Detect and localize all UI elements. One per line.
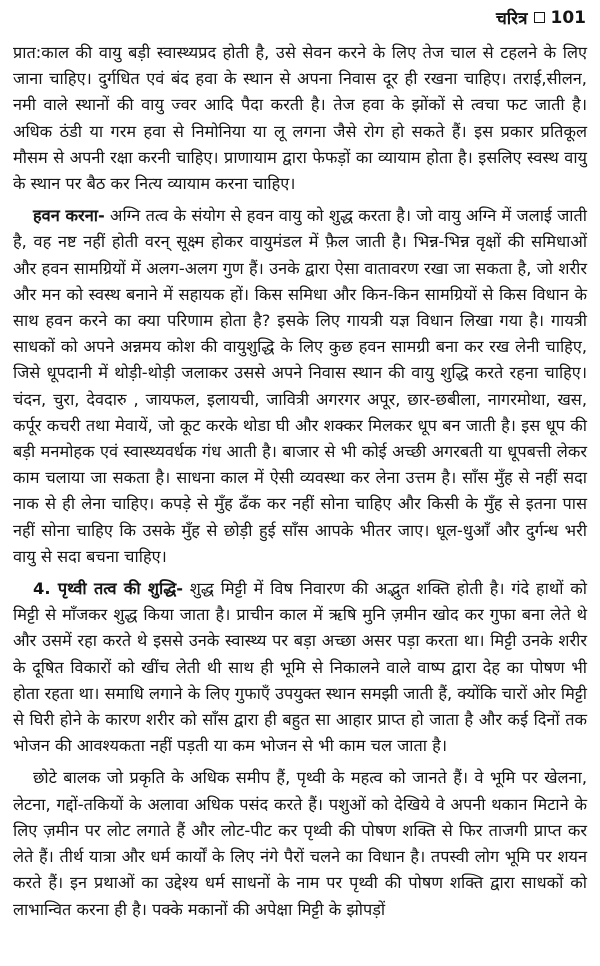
paragraph-text: प्रात:काल की वायु बड़ी स्वास्थ्यप्रद होती है, उसे सेवन करने के लिए तेज चाल से टहलने के लिए जाना चाहिए। दुर्गधित एवं बंद हवा के स्थान से अपना निवास दूर ही रखना चाहिए। तराई,सीलन, नमी वाले स्थानों की वायु ज्वर आदि पैदा करती है। तेज हवा के झोंकों से त्वचा फट जाती है। अधिक ठंडी या गरम हवा से निमोनिया या लू लगना जैसे रोग हो सकते हैं। इस प्रकार प्रतिकूल मौसम से अपनी रक्षा करनी चाहिए। प्राणायाम द्वारा फेफड़ों का व्यायाम होता है। इसलिए स्वस्थ वायु के स्थान पर बैठ कर नित्य व्यायाम करना चाहिए। [13, 43, 587, 194]
paragraph-text: छोटे बालक जो प्रकृति के अधिक समीप हैं, पृथ्वी के महत्व को जानते हैं। वे भूमि पर खेलना, लेटना, गद्दों-तकियों के अलावा अधिक पसंद करते हैं। पशुओं को देखिये वे अपनी थकान मिटाने के लिए ज़मीन पर लोट लगाते हैं और लोट-पीट कर पृथ्वी की पोषण शक्ति से फिर ताजगी प्राप्त कर लेते हैं। तीर्थ यात्रा और धर्म कार्यों के लिए नंगे पैरों चलने का विधान है। तपस्वी लोग भूमि पर शयन करते हैं। इन प्रथाओं का उद्देश्य धर्म साधनों के नाम पर पृथ्वी की पोषण शक्ति द्वारा साधकों को लाभान्वित करना ही है। पक्के मकानों की अपेक्षा मिट्टी के झोपड़ों [13, 768, 587, 919]
body-text [13, 40, 587, 923]
chapter-title: चरित्र [495, 9, 528, 29]
paragraph-text: शुद्ध मिट्टी में विष निवारण की अद्भुत शक्ति होती है। गंदे हाथों को मिट्टी से माँजकर शुद्ध किया जाता है। प्राचीन काल में ऋषि मुनि ज़मीन खोद कर गुफा बना लेते थे और उसमें रहा करते थे इससे उनके स्वास्थ्य पर बड़ा अच्छा असर पड़ा करता था। मिट्टी उनके शरीर के दूषित विकारों को खींच लेती थी साथ ही भूमि से निकालने वाले वाष्प द्वारा देह का पोषण भी होता रहता था। समाधि लगाने के लिए गुफाएँ उपयुक्त स्थान समझी जाती हैं, क्योंकि चारों ओर मिट्टी से घिरी होने के कारण शरीर को साँस द्वारा ही बहुत सा आहार प्राप्त हो जाता है और कई दिनों तक भोजन की आवश्यकता नहीं पड़ती या कम भोजन से भी काम चल जाता है। [13, 579, 587, 756]
paragraph-earth [13, 576, 587, 759]
paragraph-children [13, 765, 587, 922]
section-heading-havan: हवन करना- [33, 206, 105, 226]
paragraph-havan [13, 203, 587, 570]
square-bullet-icon [534, 12, 545, 23]
running-header [496, 6, 586, 29]
paragraph-air [13, 40, 587, 197]
paragraph-text: अग्नि तत्व के संयोग से हवन वायु को शुद्ध करता है। जो वायु अग्नि में जलाई जाती है, वह नष्ट नहीं होती वरन् सूक्ष्म होकर वायुमंडल में फ़ैल जाती है। भिन्न-भिन्न वृक्षों की समिधाओं और हवन सामग्रियों में अलग-अलग गुण हैं। उनके द्वारा ऐसा वातावरण रखा जा सकता है, जो शरीर और मन को स्वस्थ बनाने में सहायक हों। किस समिधा और किन-किन सामग्रियों से किस विधान के साथ हवन करने का क्या परिणाम होता है? इसके लिए गायत्री यज्ञ विधान लिखा गया है। गायत्री साधकों को अपने अन्नमय कोश की वायुशुद्धि के लिए कुछ हवन सामग्री बना कर रख लेनी चाहिए, जिसे धूपदानी में थोड़ी-थोड़ी जलाकर उससे अपने निवास स्थान की वायु शुद्धि करते रहना चाहिए। चंदन, चुरा, देवदारु , जायफल, इलायची, जावित्री अगरगर अपूर, छार-छबीला, नागरमोथा, खस, कर्पूर कचरी तथा मेवायें, जो कूट करके थोडा घी और शक्कर मिलकर धूप बन जाती है। इस धूप की बड़ी मनमोहक एवं स्वास्थ्यवर्धक गंध आती है। बाजार से भी कोई अच्छी अगरबती या धूपबत्ती लेकर काम चलाया जा सकता है। साधना काल में ऐसी व्यवस्था कर लेना उत्तम है। साँस मुँह से नहीं सदा नाक से ही लेना चाहिए। कपड़े से मुँह ढँक कर नहीं सोना चाहिए और किसी के मुँह से इतना पास नहीं सोना चाहिए कि उसके मुँह से छोड़ी हुई साँस आपके भीतर जाए। धूल-धुआँ और दुर्गन्ध भरी वायु से सदा बचना चाहिए। [13, 206, 588, 566]
section-heading-earth: 4. पृथ्वी तत्व की शुद्धि- [33, 579, 183, 599]
page-number: 101 [550, 7, 586, 28]
